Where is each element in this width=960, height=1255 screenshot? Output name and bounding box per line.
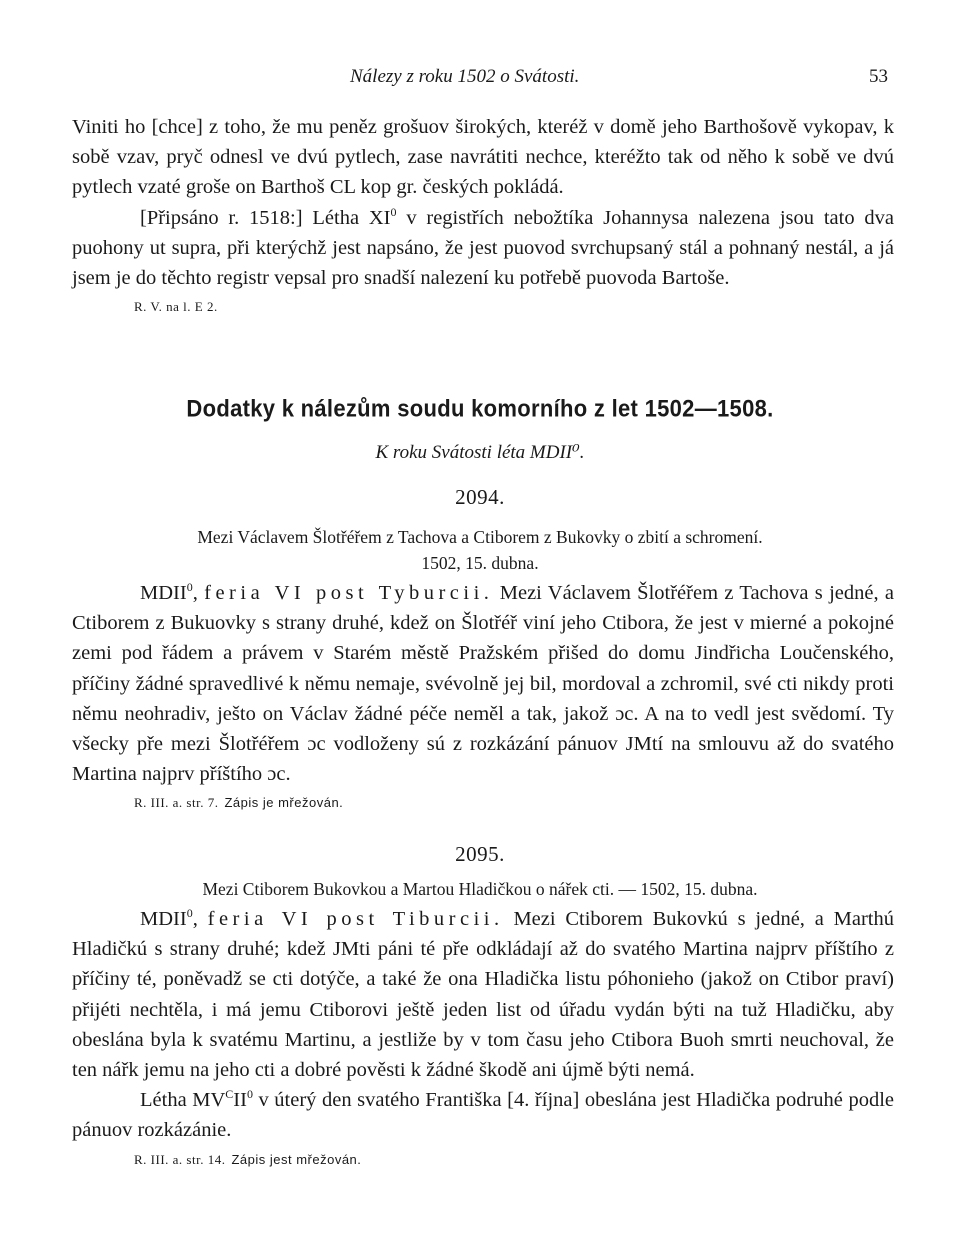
entry-summary-date: 1502, 15. dubna.	[421, 553, 539, 573]
reference-source: R. III. a. str. 14.	[134, 1151, 226, 1167]
running-head-title: Nálezy z roku 1502 o Svátosti.	[350, 66, 580, 87]
intro-annotation-paragraph	[72, 203, 894, 294]
superscript: 0	[390, 204, 397, 219]
entry-number-2094: 2094.	[455, 485, 505, 509]
entry-number-2095: 2095.	[455, 842, 505, 866]
entry-summary-2095: Mezi Ctiborem Bukovkou a Martou Hladičkou o nářek cti. — 1502, 15. dubna.	[202, 879, 758, 899]
section-subheading: K roku Svátosti léta MDII⁰.	[375, 442, 585, 463]
date-roman: MDII	[140, 908, 187, 930]
annotation-text-end: v registřích nebožtíka Johannysa nalezena jsou tato dva puohony ut supra, při kterýchž jest napsáno, že jest puovod svrchupsaný stál a pohnaný nestál, a já jsem je do těchto registr vepsal pro snadší nalezení ku potřebě puovoda Bartoše.	[72, 206, 895, 290]
entry-body-2095	[72, 904, 894, 1170]
entry-summary-line: Mezi Václavem Šlotřéřem z Tachova a Ctiborem z Bukovky o zbití a schromení.	[197, 527, 763, 547]
entry-paragraph2-2095	[72, 1085, 894, 1145]
date-comma: ,	[192, 582, 205, 604]
running-head	[0, 66, 960, 92]
intro-reference: R. V. na l. E 2.	[134, 299, 218, 315]
intro-block	[72, 112, 894, 317]
reference-source: R. III. a. str. 7.	[134, 795, 219, 811]
entry-text: Mezi Ctiborem Bukovkú s jedné, a Marthú Hladičkú s strany druhé; kdež JMti páni té pře odkládají až do svatého Martina najprv příštího z příčiny té, poněvadž se cti dotýče, a také že ona Hladička listu póhonieho (jakož on Ctibor praví) přijéti nechtěla, i má jemu Ctiborovi ještě jeden list od úřadu vydán býti na tuž Hladičku, aby obeslána byla k svatému Martinu, a jestliže by v tom času jeho Ctibora Buoh smrti neuchoval, že ten nářk jemu na jeho cti a dobré pověsti k žádné škodě ani újmě býti nemá.	[72, 908, 894, 1082]
reference-note: Zápis jest mřežován.	[231, 1151, 362, 1167]
entry-reference-2095	[134, 1150, 894, 1170]
entry-body-2094	[72, 578, 894, 813]
entry-reference-2094	[134, 793, 894, 813]
reference-note: Zápis je mřežován.	[224, 795, 344, 811]
entry-text: Mezi Václavem Šlotřéřem z Tachova s jedné, a Ctiborem z Bukuovky s strany druhé, kdež on Šlotřéř viní jeho Ctibora, že jest v mierné a pokojné zemi pod řádem a právem v Starém městě Pražském přišed do domu Jindřicha Loučenského, příčiny žádné spravedlivé k němu nemaje, svévolně jej bil, mordoval a zchromil, své cti nikdy proti němu neohradiv, ješto on Václav žádné péče neměl a tak, jakož ɔc. A na to vedl jest svědomí. Ty všecky pře mezi Šlotřéřem ɔc vodloženy sú z rozkázání pánuov JMtí na smlouvu až do svatého Martina najprv příštího ɔc.	[72, 582, 894, 786]
date-spaced: feria VI post Tiburcii.	[207, 908, 504, 930]
superscript: 0	[186, 906, 193, 921]
date-comma: ,	[192, 908, 208, 930]
paragraph-text-a: Létha MV	[140, 1089, 226, 1112]
entry-text-2095	[72, 904, 894, 1085]
entry-summary-2094	[0, 524, 960, 576]
annotation-text-start: [Připsáno r. 1518:] Létha XI	[140, 206, 391, 229]
section-heading: Dodatky k nálezům soudu komorního z let 1502—1508.	[186, 394, 774, 422]
superscript: C	[225, 1087, 234, 1102]
paragraph-text-c: v úterý den svatého Františka [4. října] obeslána jest Hladička podruhé podle pánuov rozkázánie.	[72, 1089, 894, 1142]
intro-paragraph: Viniti ho [chce] z toho, že mu peněz grošuov širokých, kteréž v domě jeho Barthošově vykopav, k sobě vzav, pryč odnesl ve dvú pytlech, zase navrátiti nechce, kteréžto tak od něho k sobě ve dvú pytlech vzaté groše on Barthoš CL kop gr. českých pokládá.	[72, 116, 894, 199]
page-number: 53	[869, 66, 888, 87]
superscript: 0	[246, 1087, 253, 1102]
date-roman: MDII	[140, 582, 187, 604]
paragraph-text-b: II	[233, 1089, 247, 1112]
superscript: 0	[186, 580, 193, 595]
entry-text-2094	[72, 578, 894, 789]
date-spaced: feria VI post Tyburcii.	[204, 582, 494, 604]
